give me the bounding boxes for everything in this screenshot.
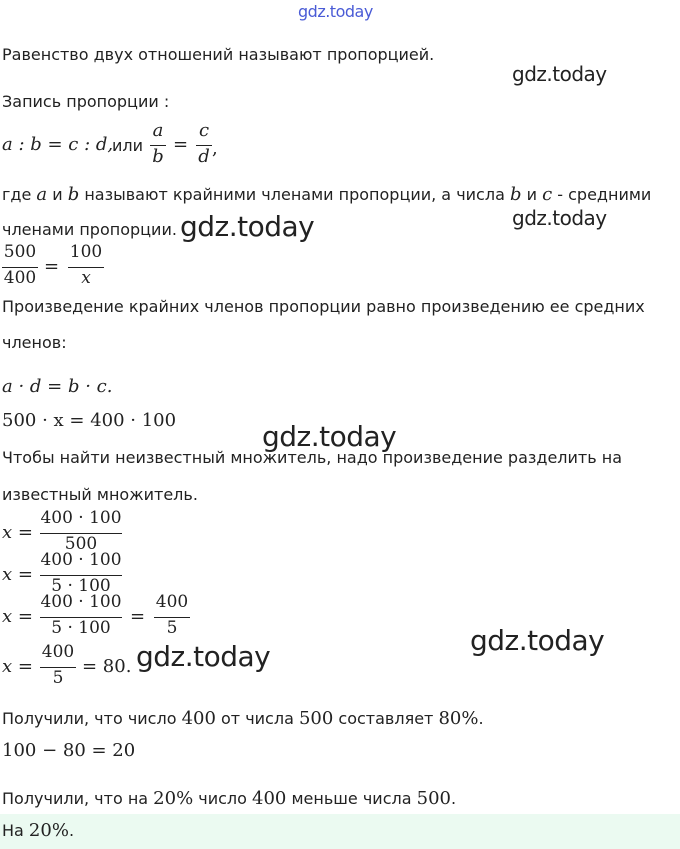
- watermark: gdz.today: [262, 420, 397, 453]
- result-text-1: Получили, что число 400 от числа 500 составляет 80%.: [2, 708, 484, 729]
- fraction-100-x: 100 x: [69, 242, 103, 288]
- x-equals: x =: [2, 522, 33, 543]
- fraction-step2: 400 · 100 5 · 100: [40, 550, 122, 596]
- product-rule-text: Произведение крайних членов пропорции равно произведению ее средних: [2, 297, 645, 316]
- comma: ,: [212, 138, 218, 159]
- fraction-500-400: 500 400: [3, 242, 37, 288]
- difference-equation: 100 − 80 = 20: [2, 740, 136, 761]
- terms-explanation-cont: членами пропорции.: [2, 220, 177, 239]
- watermark: gdz.today: [512, 62, 607, 86]
- answer-text: На 20%.: [2, 820, 75, 841]
- fraction-final: 400 5: [41, 642, 75, 688]
- fraction-step3: 400 · 100 5 · 100: [40, 592, 122, 638]
- fraction-400-5: 400 5: [155, 592, 189, 638]
- equals-sign: =: [173, 134, 189, 155]
- definition-text: Равенство двух отношений называют пропорцией.: [2, 45, 435, 64]
- answer-box: [0, 814, 680, 849]
- multiplier-rule-text-cont: известный множитель.: [2, 485, 198, 504]
- result-80: = 80.: [82, 656, 132, 677]
- x-equals: x =: [2, 606, 33, 627]
- watermark: gdz.today: [136, 640, 271, 673]
- equals-sign: =: [44, 256, 60, 277]
- result-text-2: Получили, что на 20% число 400 меньше числа 500.: [2, 788, 457, 809]
- equation: 500 · x = 400 · 100: [2, 410, 177, 431]
- watermark: gdz.today: [470, 624, 605, 657]
- x-equals: x =: [2, 564, 33, 585]
- or-text: или: [112, 136, 144, 155]
- multiplier-rule-text: Чтобы найти неизвестный множитель, надо произведение разделить на: [2, 448, 623, 467]
- watermark: gdz.today: [512, 206, 607, 230]
- product-formula: a · d = b · c.: [2, 376, 113, 397]
- watermark: gdz.today: [180, 210, 315, 243]
- watermark-top: gdz.today: [298, 2, 373, 21]
- proportion-heading: Запись пропорции :: [2, 92, 170, 111]
- fraction-step1: 400 · 100 500: [40, 508, 122, 554]
- x-equals: x =: [2, 656, 33, 677]
- fraction-c-d: c d: [196, 120, 212, 170]
- equals-sign: =: [130, 606, 146, 627]
- terms-explanation: где a и b называют крайними членами пропорции, а числа b и c - средними: [2, 184, 652, 205]
- fraction-a-b: a b: [150, 120, 166, 170]
- proportion-formula: a : b = c : d,: [2, 134, 114, 155]
- product-rule-text-cont: членов:: [2, 333, 67, 352]
